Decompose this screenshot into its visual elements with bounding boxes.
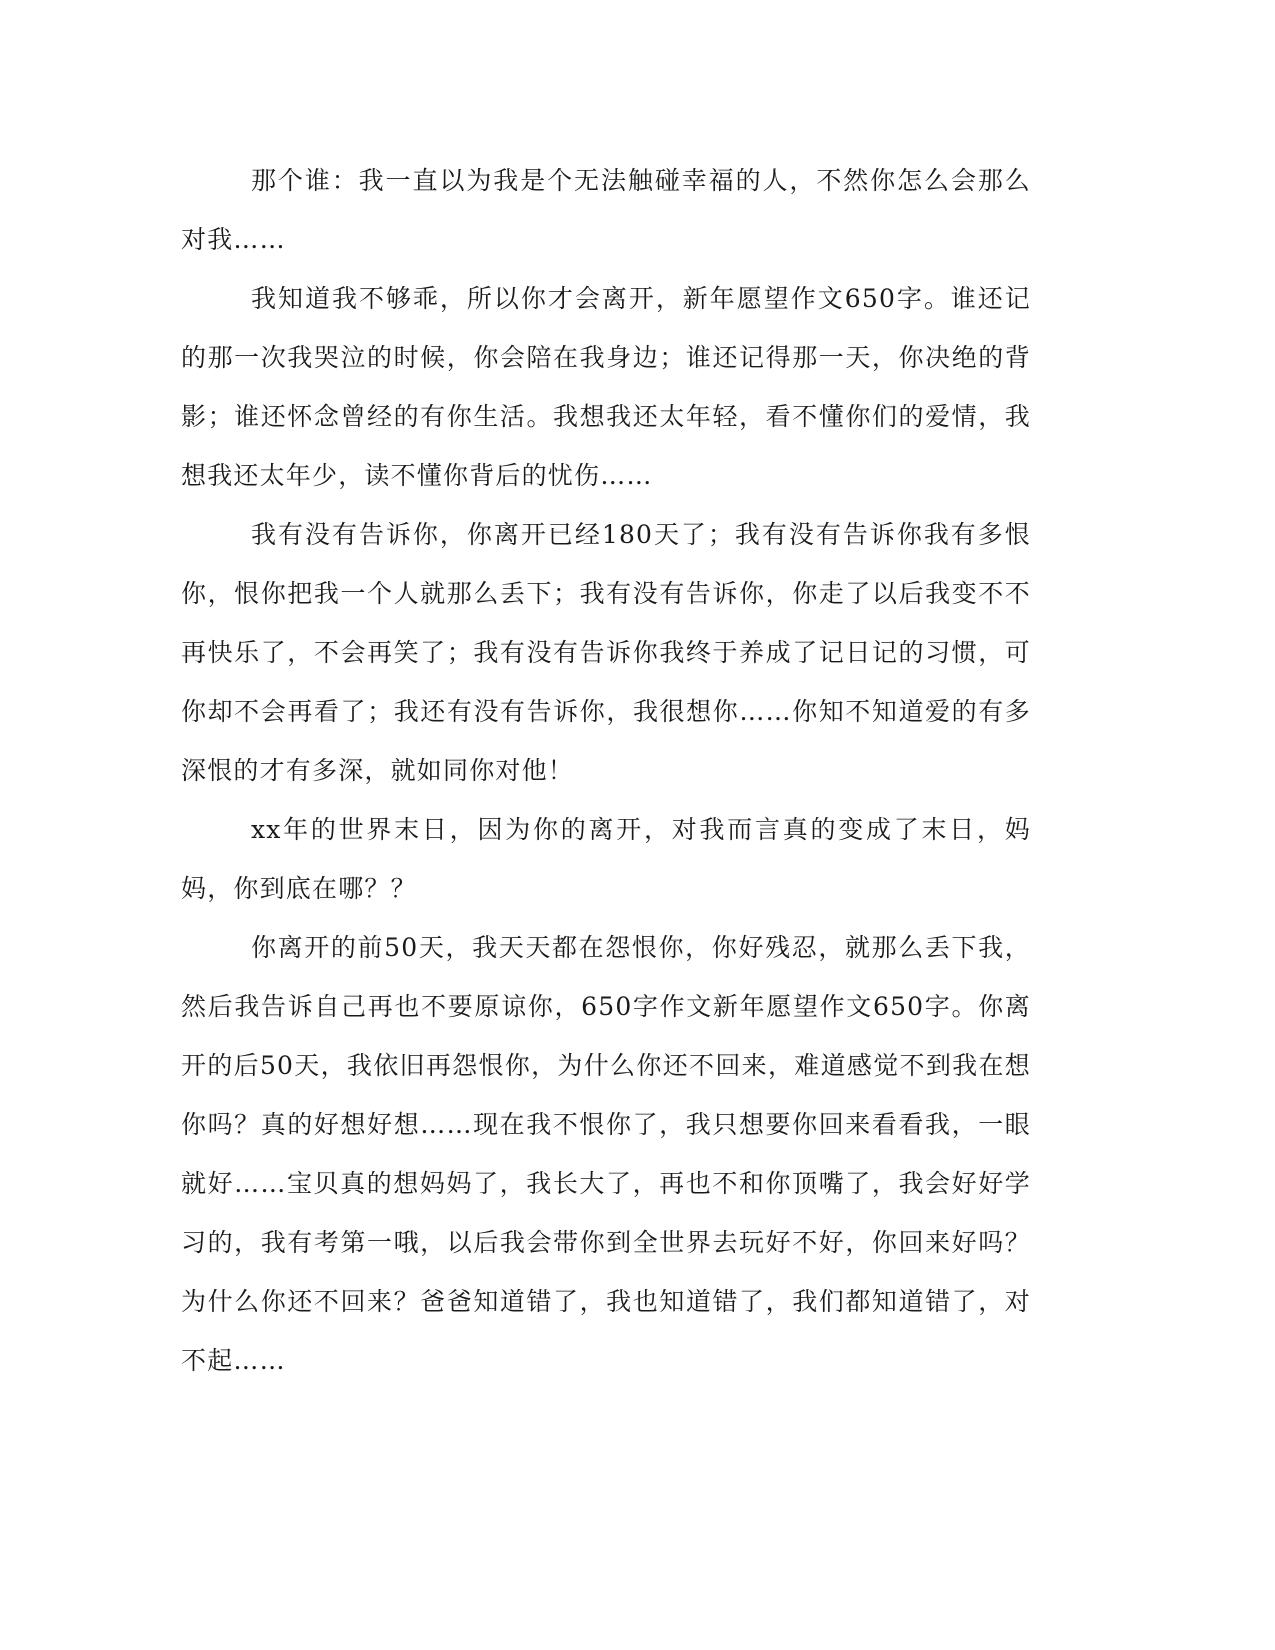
paragraph-1: 那个谁：我一直以为我是个无法触碰幸福的人，不然你怎么会那么对我…… (181, 166, 1031, 254)
paragraph-2: 我知道我不够乖，所以你才会离开，新年愿望作文650字。谁还记的那一次我哭泣的时候，你会陪在我身边；谁还记得那一天，你决绝的背影；谁还怀念曾经的有你生活。我想我还太年轻，看不懂你们的爱情，我想我还太年少，读不懂你背后的忧伤…… (181, 284, 1031, 490)
paragraph-5: 你离开的前50天，我天天都在怨恨你，你好残忍，就那么丢下我，然后我告诉自己再也不要原谅你，650字作文新年愿望作文650字。你离开的后50天，我依旧再怨恨你，为什么你还不回来，难道感觉不到我在想你吗？真的好想好想……现在我不恨你了，我只想要你回来看看我，一眼就好……宝贝真的想妈妈了，我长大了，再也不和你顶嘴了，我会好好学习的，我有考第一哦，以后我会带你到全世界去玩好不好，你回来好吗？为什么你还不回来？爸爸知道错了，我也知道错了，我们都知道错了，对不起…… (181, 933, 1031, 1375)
document-body (181, 151, 1031, 1390)
paragraph-4: xx年的世界末日，因为你的离开，对我而言真的变成了末日，妈妈，你到底在哪？？ (181, 815, 1031, 903)
paragraph-3: 我有没有告诉你，你离开已经180天了；我有没有告诉你我有多恨你，恨你把我一个人就那么丢下；我有没有告诉你，你走了以后我变不不再快乐了，不会再笑了；我有没有告诉你我终于养成了记日记的习惯，可你却不会再看了；我还有没有告诉你，我很想你……你知不知道爱的有多深恨的才有多深，就如同你对他！ (181, 520, 1031, 785)
